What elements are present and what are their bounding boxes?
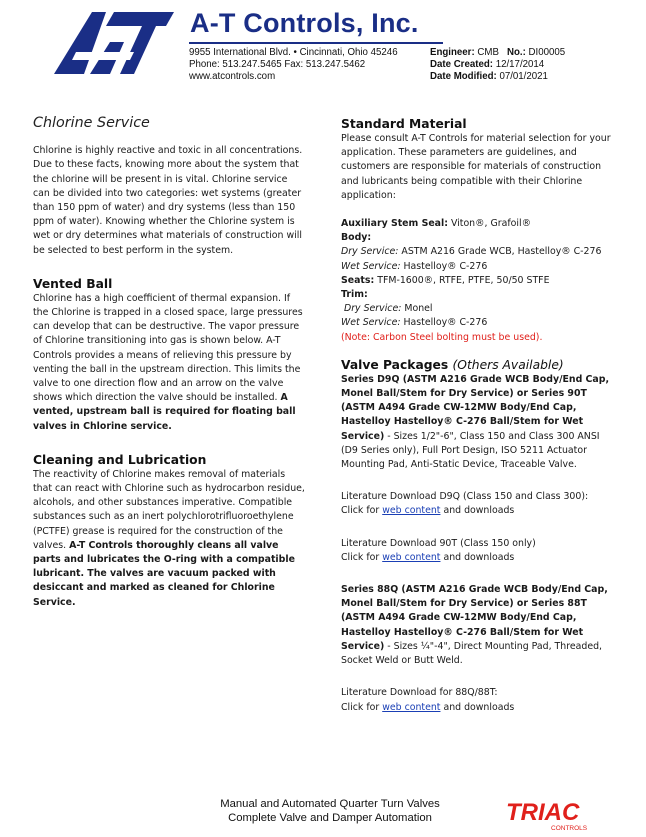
vented-ball-heading: Vented Ball	[33, 276, 113, 291]
literature-90t: Literature Download 90T (Class 150 only)	[341, 537, 536, 549]
valve-packages-heading: Valve Packages (Others Available)	[341, 357, 564, 372]
document-meta	[430, 47, 565, 83]
intro-paragraph: Chlorine is highly reactive and toxic in all concentrations. Due to these facts, knowing more about the system that the chlorine will be present in is vital. Chlorine service can be divided into two categories: wet systems (greater than 150 ppm of water) and dry systems (less than 150 ppm of water). Knowing whether the Chlorine system is wet or dry determines what materials of construction will be selected to best perform in the system.	[33, 145, 303, 256]
carbon-steel-note: (Note: Carbon Steel bolting must be used).	[341, 331, 543, 343]
literature-d9q: Literature Download D9Q (Class 150 and Class 300):	[341, 491, 589, 503]
package-1-paragraph: Series D9Q (ASTM A216 Grade WCB Body/End Cap, Monel Ball/Stem for Dry Service) or Series 90T (ASTM A494 Grade CW-12MW Body/End Cap, Hastelloy Hastelloy® C-276 Ball/Stem for Wet Service) - Sizes 1/2"-6", Class 150 and Class 300 ANSI (D9 Series only), Full Port Design, ISO 5211 Actuator Mounting Pad, Anti-Static Device, Traceable Valve.	[341, 373, 610, 471]
literature-88q: Literature Download for 88Q/88T:	[341, 687, 498, 699]
body-wet-line: Wet Service: Hastelloy® C-276	[341, 260, 488, 272]
web-content-link[interactable]: web content	[382, 505, 441, 517]
aux-stem-seal-line: Auxiliary Stem Seal: Viton®, Grafoil®	[341, 218, 531, 230]
left-column	[33, 116, 305, 610]
standard-material-heading: Standard Material	[341, 117, 467, 131]
address: 9955 International Blvd. • Cincinnati, Ohio 45246	[189, 47, 398, 58]
vented-ball-paragraph: Chlorine has a high coefficient of thermal expansion. If the Chlorine is trapped in a closed space, large pressures can develop that can be destructive. The vapor pressure of Chlorine transitioning into gas is shown below. A-T Controls provides a means of relieving this pressure by venting the ball in the upstream direction. This limits the valve to one direction flow and an arrow on the valve shows which direction the valve should be installed. A vented, upstream ball is required for floating ball valves in Chlorine service.	[33, 292, 303, 432]
company-address-block	[189, 47, 398, 83]
footer-tagline: Manual and Automated Quarter Turn Valves Complete Valve and Damper Automation	[220, 798, 440, 824]
standard-material-paragraph: Please consult A-T Controls for material selection for your application. These parameters are guidelines, and customers are responsible for materials of construction and lubricants being compatible with their Chlorine application:	[341, 133, 611, 201]
modified-line: Date Modified: 07/01/2021	[430, 71, 548, 82]
click-line-3: Click for web content and downloads	[341, 701, 515, 713]
svg-text:TRIAC: TRIAC	[506, 799, 580, 826]
trim-wet-line: Wet Service: Hastelloy® C-276	[341, 317, 488, 329]
web-content-link[interactable]: web content	[382, 701, 441, 713]
company-name: A-T Controls, Inc.	[190, 8, 419, 38]
body-dry-line: Dry Service: ASTM A216 Grade WCB, Hastelloy® C-276	[341, 246, 602, 258]
right-column	[341, 116, 616, 715]
package-2-paragraph: Series 88Q (ASTM A216 Grade WCB Body/End Cap, Monel Ball/Stem for Dry Service) or Series 88T (ASTM A494 Grade CW-12MW Body/End Cap, Hastelloy Hastelloy® C-276 Ball/Stem for Wet Service) - Sizes ¼"-4", Direct Mounting Pad, Threaded, Socket Weld or Butt Weld.	[341, 584, 608, 667]
at-controls-logo	[54, 12, 174, 74]
trim-label: Trim:	[341, 289, 368, 301]
phone-fax: Phone: 513.247.5465 Fax: 513.247.5462	[189, 59, 366, 70]
body-label: Body:	[341, 232, 372, 244]
chlorine-service-title: Chlorine Service	[33, 115, 150, 131]
click-line-2: Click for web content and downloads	[341, 551, 515, 563]
svg-text:CONTROLS: CONTROLS	[551, 825, 588, 832]
website[interactable]: www.atcontrols.com	[189, 71, 276, 82]
cleaning-paragraph: The reactivity of Chlorine makes removal of materials that can react with Chlorine such as hydrocarbon residue, alcohols, and other substances imperative. Compatible substances such as an inert polychlorotrifluoroethylene (PCTFE) grease is required for the construction of the valves. A-T Controls thoroughly cleans all valve parts and lubricates the O-ring with a compatible lubricant. The valves are vacuum packed with desiccant and marked as cleaned for Chlorine Service.	[33, 468, 305, 608]
triac-controls-logo	[503, 795, 603, 833]
web-content-link[interactable]: web content	[382, 551, 441, 563]
seats-line: Seats: TFM-1600®, RTFE, PTFE, 50/50 STFE	[341, 274, 550, 286]
cleaning-heading: Cleaning and Lubrication	[33, 452, 207, 467]
created-line: Date Created: 12/17/2014	[430, 59, 545, 70]
engineer-line: Engineer: CMB No.: DI00005	[430, 47, 566, 58]
trim-dry-line: Dry Service: Monel	[343, 303, 433, 315]
header-rule	[189, 42, 443, 44]
click-line-1: Click for web content and downloads	[341, 505, 515, 517]
